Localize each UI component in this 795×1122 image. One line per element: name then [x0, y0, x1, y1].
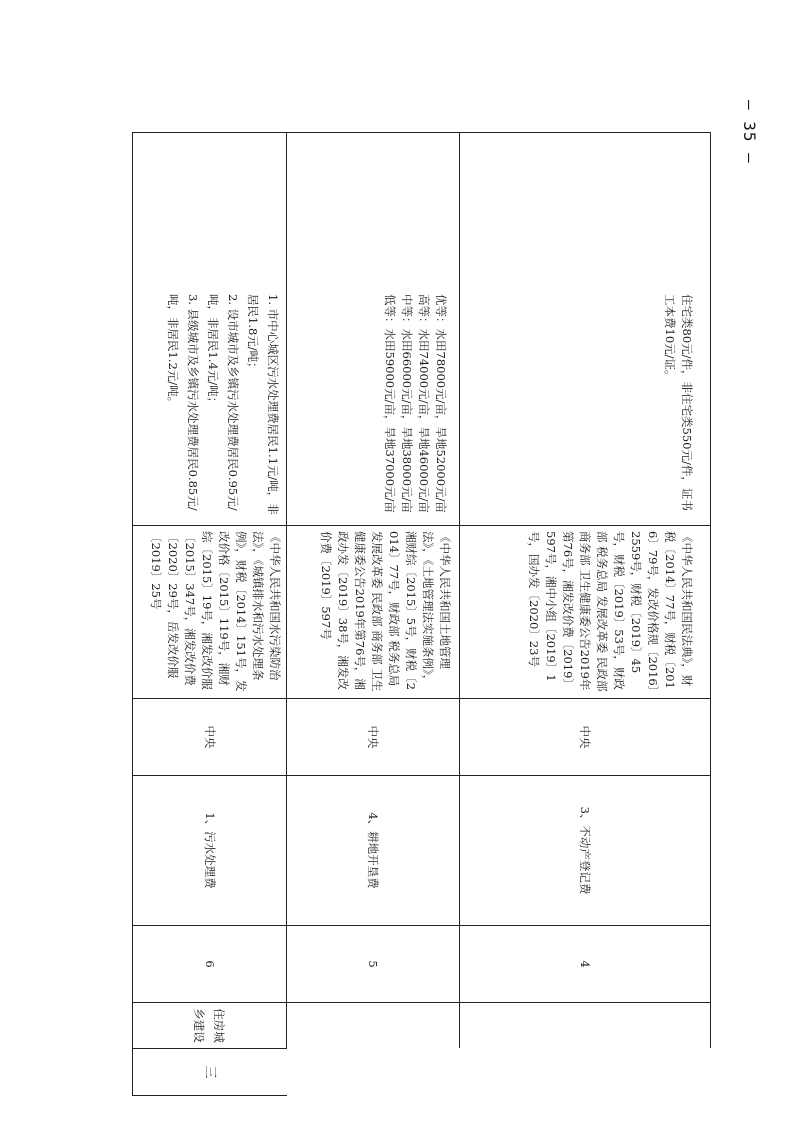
fee-remark: [635, 134, 695, 284]
fee-standard: 优等：水田78000元/亩，旱地52000元/亩 高等：水田74000元/亩，旱地46000元/亩 中等：水田66000元/亩，旱地38000元/亩 低等：水田59000元/亩，旱地37000元/亩: [383, 294, 448, 513]
fee-name: 4、耕地开垦费: [366, 812, 380, 889]
fee-standard: 1. 市中心城区污水处理费居民1.1元/吨，非居民1.8元/吨； 2. 设市城市及乡镇污水处理费居民0.95元/吨，非居民1.4元/吨； 3. 县级城市及乡镇污水处理费居民0.85元/吨，非居民1.2元/吨。: [166, 294, 280, 515]
section-index: 三: [202, 1065, 217, 1079]
column-divider: [132, 1095, 287, 1096]
fee-authority: 中央: [366, 725, 380, 749]
section-department: 住房城乡建设: [192, 1008, 227, 1043]
row-seq: 4: [578, 960, 593, 968]
fee-basis: 《中华人民共和国水污染防治法》，《城镇排水和污水处理条例》，财税〔2014〕151号，发改价格〔2015〕119号，湘财综〔2015〕19号，湘发改价服〔2015〕347号，湘发改价费〔2020〕29号，岳发改价服〔2019〕25号: [149, 531, 282, 692]
fee-name: 1、污水处理费: [203, 812, 217, 889]
fee-standard: 住宅类80元/件，非住宅类550元/件，证书工本费10元/证。: [663, 294, 694, 511]
row-seq: 5: [366, 960, 380, 968]
fee-authority: 中央: [578, 725, 593, 749]
page-number: — 35 —: [740, 100, 759, 164]
fee-authority: 中央: [203, 725, 217, 749]
fee-basis: 《中华人民共和国民法典》，财税〔2014〕77号，财税〔2016〕79号，发改价格规〔2016〕2559号，财税〔2019〕45号，财税〔2019〕53号，财政部 税务总局 发展改革委 民政部 商务部 卫生健康委公告2019年第76号，湘发改价费〔2019〕597号，湘中小组〔2019〕1号，国办发〔2020〕23号: [527, 531, 694, 692]
fee-name: 3、不动产登记费: [578, 806, 593, 895]
fee-remark: [389, 134, 449, 284]
fee-basis: 《中华人民共和国土地管理法》，《土地管理法实施条例》，湘财综〔2015〕5号，财税〔2014〕77号，财政部 税务总局 发展改革委 民政部 商务部 卫生健康委公告2019年第76号，湘政办发〔2019〕38号，湘发改价费〔2019〕597号: [319, 531, 452, 692]
fee-remark: [223, 134, 283, 284]
row-seq: 6: [203, 960, 217, 968]
